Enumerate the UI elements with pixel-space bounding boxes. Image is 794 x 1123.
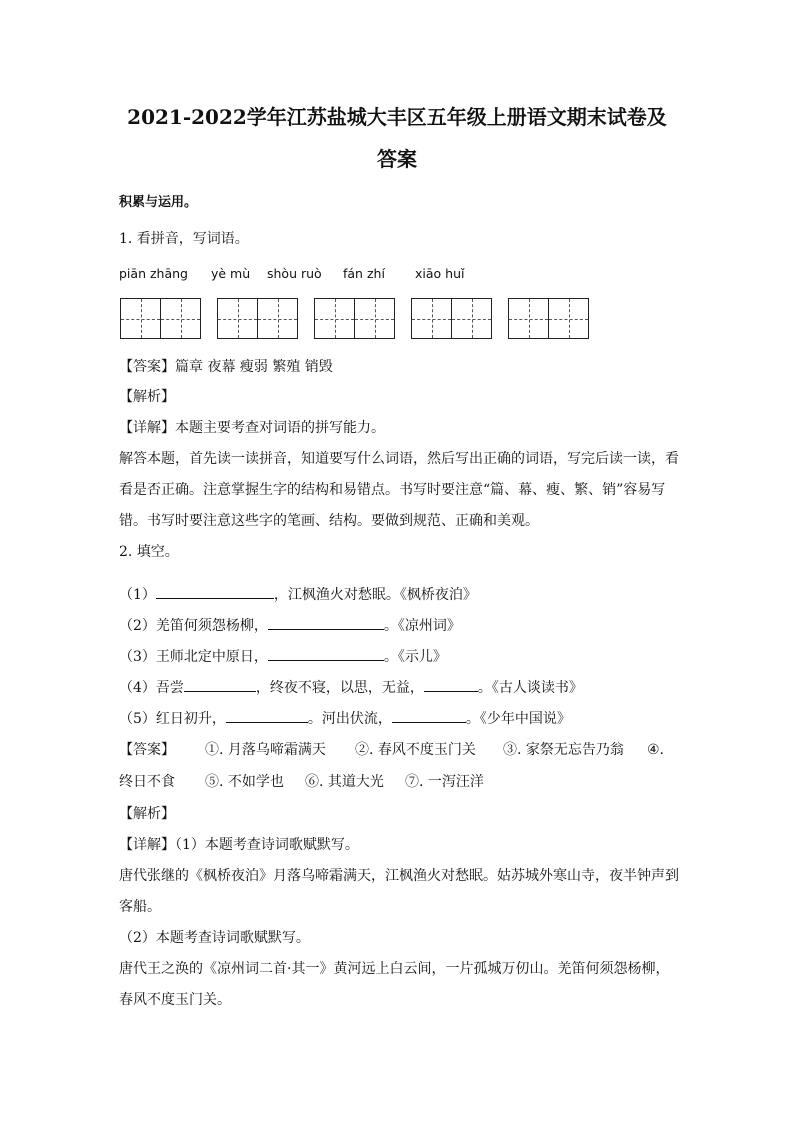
answer-1: ①. 月落乌啼霜满天 bbox=[205, 742, 326, 758]
question-2-detail-2-paragraph-2: 春风不度玉门关。 bbox=[119, 992, 231, 1008]
section-heading: 积累与运用。 bbox=[119, 195, 198, 210]
fill-item-3-tail: 。《示儿》 bbox=[383, 649, 447, 665]
answer-label: 【答案】 bbox=[119, 742, 175, 758]
question-1-paragraph-1: 解答本题，首先读一读拼音，知道要写什么词语，然后写出正确的词语，写完后读一读，看 bbox=[119, 451, 679, 467]
fill-blank-2[interactable] bbox=[268, 615, 384, 630]
pinyin-5: xiāo huǐ bbox=[415, 266, 465, 281]
answer-2: ②. 春风不度玉门关 bbox=[355, 742, 476, 758]
question-2-detail-2: （2）本题考查诗词歌赋默写。 bbox=[119, 930, 310, 946]
writing-box-5[interactable] bbox=[508, 298, 589, 339]
fill-item-4-b: ，终夜不寝，以思，无益， bbox=[255, 680, 424, 696]
pinyin-row bbox=[119, 264, 464, 284]
fill-blank-1[interactable] bbox=[156, 584, 274, 599]
fill-item-4-c: 。《古人谈读书》 bbox=[477, 680, 583, 696]
question-2-answer-line-1 bbox=[119, 740, 679, 760]
pinyin-1: piān zhāng bbox=[119, 266, 188, 281]
question-1-answer: 【答案】篇章 夜幕 瘦弱 繁殖 销毁 bbox=[119, 359, 333, 375]
answer-4-text: 终日不食 bbox=[119, 774, 175, 790]
answer-5: ⑤. 不如学也 bbox=[205, 774, 284, 790]
question-2-detail-1-paragraph-1: 唐代张继的《枫桥夜泊》月落乌啼霜满天，江枫渔火对愁眠。姑苏城外寒山寺，夜半钟声到 bbox=[119, 868, 679, 884]
fill-item-2 bbox=[119, 615, 679, 636]
fill-blank-6[interactable] bbox=[226, 708, 308, 723]
title-line-1: 2021-2022学年江苏盐城大丰区五年级上册语文期末试卷及 bbox=[127, 105, 667, 129]
answer-7: ⑦. 一泻汪洋 bbox=[405, 774, 484, 790]
fill-item-2-text: （2）羌笛何须怨杨柳， bbox=[119, 618, 268, 634]
question-2-answer-line-2 bbox=[119, 772, 679, 792]
fill-item-5-a: （5）红日初升， bbox=[119, 711, 226, 727]
fill-item-4 bbox=[119, 677, 679, 698]
writing-box-2[interactable] bbox=[217, 298, 298, 339]
writing-box-4[interactable] bbox=[411, 298, 492, 339]
question-2-prompt: 2. 填空。 bbox=[119, 544, 179, 560]
fill-item-5 bbox=[119, 708, 679, 729]
answer-6: ⑥. 其道大光 bbox=[305, 774, 384, 790]
pinyin-4: fán zhí bbox=[343, 266, 385, 281]
fill-blank-7[interactable] bbox=[392, 708, 466, 723]
fill-item-2-tail: 。《凉州词》 bbox=[383, 618, 461, 634]
fill-item-5-b: 。河出伏流， bbox=[307, 711, 392, 727]
question-1-paragraph-3: 错。书写时要注意这些字的笔画、结构。要做到规范、正确和美观。 bbox=[119, 513, 539, 529]
question-2-detail-1-paragraph-2: 客船。 bbox=[119, 899, 161, 915]
question-2-detail-2-paragraph-1: 唐代王之涣的《凉州词二首·其一》黄河远上白云间，一片孤城万仞山。羌笛何须怨杨柳， bbox=[119, 961, 670, 977]
pinyin-2: yè mù bbox=[211, 266, 251, 281]
fill-item-5-c: 。《少年中国说》 bbox=[465, 711, 571, 727]
fill-item-4-a: （4）吾尝 bbox=[119, 680, 184, 696]
fill-item-1 bbox=[119, 584, 679, 605]
writing-box-3[interactable] bbox=[314, 298, 395, 339]
document-title bbox=[100, 96, 694, 180]
writing-box-1[interactable] bbox=[120, 298, 201, 339]
question-1-detail: 【详解】本题主要考查对词语的拼写能力。 bbox=[119, 420, 385, 436]
title-line-2: 答案 bbox=[377, 147, 417, 171]
fill-blank-4[interactable] bbox=[184, 677, 256, 692]
fill-blank-5[interactable] bbox=[424, 677, 478, 692]
pinyin-3: shòu ruò bbox=[267, 266, 322, 281]
fill-item-3 bbox=[119, 646, 679, 667]
question-1-paragraph-2: 看是否正确。注意掌握生字的结构和易错点。书写时要注意“篇、幕、瘦、繁、销”容易写 bbox=[119, 482, 666, 498]
question-2-detail-1: 【详解】（1）本题考查诗词歌赋默写。 bbox=[119, 837, 359, 853]
fill-item-1-number: （1） bbox=[119, 587, 156, 603]
question-1-prompt: 1. 看拼音，写词语。 bbox=[119, 231, 249, 247]
question-2-analysis-label: 【解析】 bbox=[119, 806, 175, 822]
fill-item-3-text: （3）王师北定中原日， bbox=[119, 649, 268, 665]
answer-3: ③. 家祭无忘告乃翁 bbox=[503, 742, 624, 758]
question-1-analysis-label: 【解析】 bbox=[119, 389, 175, 405]
answer-4-number: ④. bbox=[647, 742, 665, 758]
fill-item-1-text: ，江枫渔火对愁眠。《枫桥夜泊》 bbox=[273, 587, 477, 603]
fill-blank-3[interactable] bbox=[268, 646, 384, 661]
